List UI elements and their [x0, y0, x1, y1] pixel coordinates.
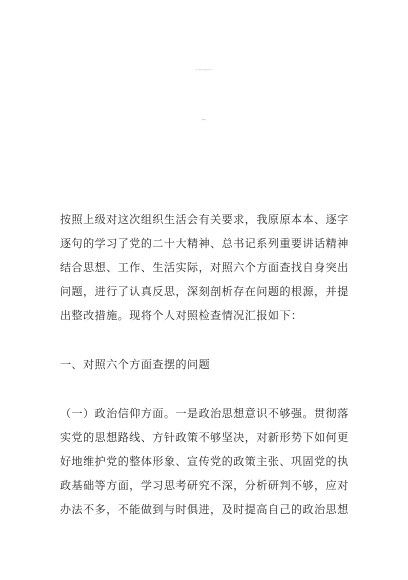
document-title-line-1: [0, 70, 408, 71]
subsection-paragraph-line: 政基础等方面，学习思考研究不深，分析研判不够，应对: [60, 479, 349, 492]
section-heading: 一、对照六个方面查摆的问题: [60, 358, 211, 371]
intro-paragraph-line: 结合思想、工作、生活实际，对照六个方面查找自身突出: [60, 261, 349, 274]
intro-paragraph-line: 按照上级对这次组织生活会有关要求，我原原本本、逐字: [60, 213, 349, 226]
intro-paragraph-line: 出整改措施。现将个人对照检查情况汇报如下：: [60, 309, 303, 322]
subsection-paragraph-line: 好地维护党的整体形象、宣传党的政策主张、巩固党的执: [60, 455, 349, 468]
subsection-paragraph-line: 实党的思想路线、方针政策不够坚决，对新形势下如何更: [60, 431, 349, 444]
intro-paragraph-line: 问题，进行了认真反思，深刻剖析存在问题的根源，并提: [60, 285, 349, 298]
intro-paragraph-line: 逐句的学习了党的二十大精神、总书记系列重要讲话精神: [60, 237, 349, 250]
document-title-line-2: [0, 120, 408, 121]
subsection-paragraph-line: （一）政治信仰方面。一是政治思想意识不够强。贯彻落: [60, 407, 349, 420]
subsection-paragraph-line: 办法不多，不能做到与时俱进，及时提高自己的政治思想: [60, 503, 349, 516]
